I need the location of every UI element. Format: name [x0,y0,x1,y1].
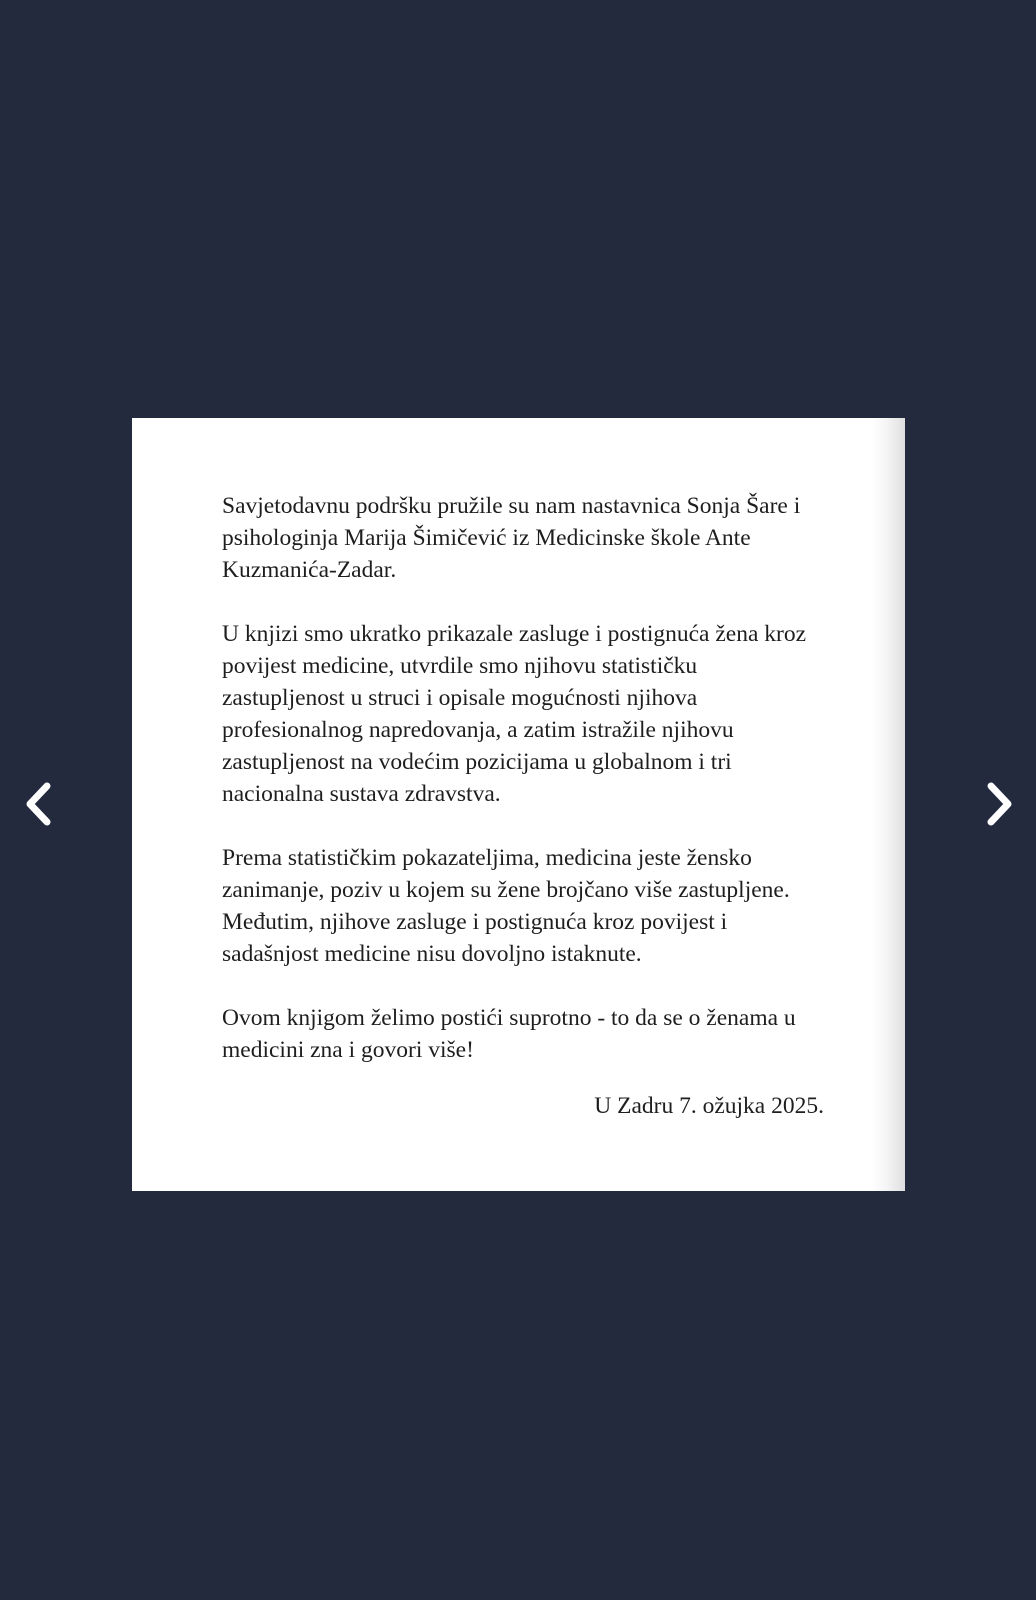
paragraph-advisory-support: Savjetodavnu podršku pružile su nam nastavnica Sonja Šare i psihologinja Marija Šimičević iz Medicinske škole Ante Kuzmanića-Zadar. [222,493,801,583]
paragraph-goal: Ovom knjigom želimo postići suprotno - to da se o ženama u medicini zna i govori više! [222,1005,796,1063]
previous-page-button[interactable] [18,778,58,830]
chevron-right-icon [985,781,1015,827]
chevron-left-icon [23,781,53,827]
place-date-signature: U Zadru 7. ožujka 2025. [594,1093,824,1119]
paragraph-statistics: Prema statističkim pokazateljima, medicina jeste žensko zanimanje, poziv u kojem su žene brojčano više zastupljene. Međutim, njihove zasluge i postignuća kroz povijest i sadašnjost medicine nisu dovoljno istaknute. [222,845,790,967]
book-page [132,418,905,1191]
paragraph-book-content: U knjizi smo ukratko prikazale zasluge i postignuća žena kroz povijest medicine, utvrdile smo njihovu statističku zastupljenost u struci i opisale mogućnosti njihova profesionalnog napredovanja, a zatim istražile njihovu zastupljenost na vodećim pozicijama u globalnom i tri nacionalna sustava zdravstva. [222,621,807,807]
page-text [222,490,852,1122]
page-fold-shadow [871,418,905,1191]
next-page-button[interactable] [980,778,1020,830]
